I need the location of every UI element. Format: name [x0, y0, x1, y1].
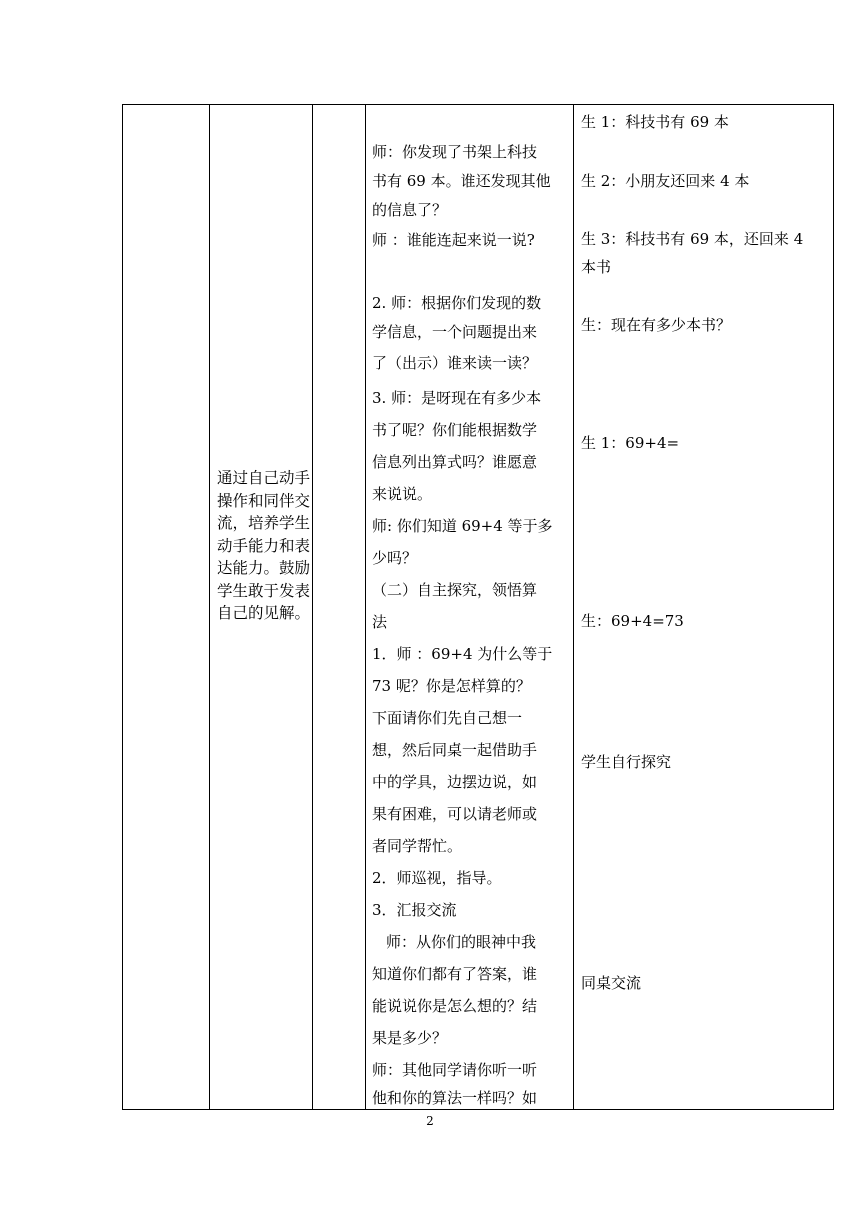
page-number: 2 — [426, 1114, 434, 1128]
teacher-line: 想，然后同桌一起借助手 — [372, 741, 538, 759]
teacher-line: 师：其他同学请你听一听 — [372, 1061, 538, 1079]
teacher-line: 知道你们都有了答案，谁 — [372, 965, 538, 983]
teacher-line: 信息列出算式吗？谁愿意 — [372, 453, 538, 471]
teacher-line: 中的学具，边摆边说，如 — [372, 773, 538, 791]
teacher-line: 师：你发现了书架上科技 — [372, 143, 538, 161]
teacher-line: 果有困难，可以请老师或 — [372, 805, 538, 823]
teacher-activity-cell — [366, 105, 573, 1109]
teacher-line: 的信息了？ — [372, 201, 448, 219]
teacher-line: 73 呢？你是怎样算的？ — [372, 677, 531, 695]
teacher-line: 能说说你是怎么想的？结 — [372, 997, 538, 1015]
student-line: 生 1：69+4= — [581, 434, 680, 452]
design-intent-text: 通过自己动手操作和同伴交流，培养学生动手能力和表达能力。鼓励学生敢于发表自己的见解。 — [217, 469, 311, 622]
teacher-line: 师: 你们知道 69+4 等于多 — [372, 517, 553, 535]
teacher-line: 来说说。 — [372, 485, 433, 503]
teacher-line: 师 ：谁能连起来说一说? — [372, 231, 535, 249]
student-line: 本书 — [581, 258, 612, 276]
teacher-line: 师：从你们的眼神中我 — [386, 933, 537, 951]
student-activity-cell — [574, 105, 834, 1109]
student-line: 学生自行探究 — [581, 753, 672, 771]
teacher-line: 学信息，一个问题提出来 — [372, 323, 538, 341]
teacher-line: 1．师 ：69+4 为什么等于 — [372, 645, 553, 663]
teacher-line: 书了呢？你们能根据数学 — [372, 421, 538, 439]
teacher-line: 他和你的算法一样吗？如 — [372, 1089, 538, 1107]
column-divider — [312, 105, 313, 1109]
teacher-line: 3．汇报交流 — [372, 901, 457, 919]
teacher-line: 了（出示）谁来读一读？ — [372, 354, 538, 372]
teacher-line: 法 — [372, 613, 388, 631]
teacher-line: 少吗？ — [372, 549, 418, 567]
teacher-line: 2．师巡视，指导。 — [372, 869, 502, 887]
teacher-line: （二）自主探究，领悟算 — [372, 581, 538, 599]
teacher-line: 2. 师：根据你们发现的数 — [372, 294, 542, 312]
teacher-line: 者同学帮忙。 — [372, 837, 463, 855]
student-line: 生 2：小朋友还回来 4 本 — [581, 172, 750, 190]
lesson-plan-table — [122, 104, 834, 1110]
teacher-line: 3. 师：是呀现在有多少本 — [372, 389, 542, 407]
teacher-line: 书有 69 本。谁还发现其他 — [372, 172, 551, 190]
student-line: 生 1：科技书有 69 本 — [581, 113, 729, 131]
design-intent-cell — [209, 105, 312, 1109]
student-line: 同桌交流 — [581, 974, 642, 992]
teacher-line: 下面请你们先自己想一 — [372, 709, 523, 727]
student-line: 生：现在有多少本书？ — [581, 316, 732, 334]
teacher-line: 果是多少？ — [372, 1029, 448, 1047]
student-line: 生：69+4=73 — [581, 612, 684, 630]
student-line: 生 3：科技书有 69 本，还回来 4 — [581, 230, 804, 248]
